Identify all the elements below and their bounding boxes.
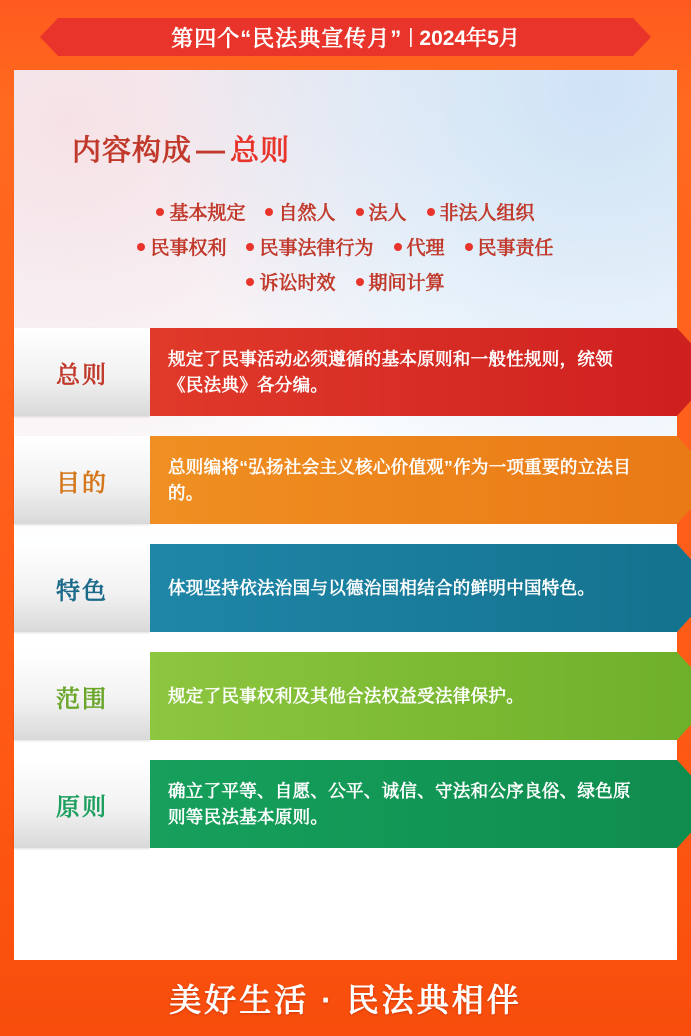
footer [0, 960, 691, 1036]
keyword-row [14, 268, 677, 295]
arrow-bar-label-box [14, 436, 150, 524]
header-date: 2024年5月 [419, 27, 520, 50]
keyword-item [246, 233, 373, 260]
keyword-label: 民事法律行为 [259, 238, 374, 259]
arrow-bar-label: 总则 [56, 361, 108, 389]
keyword-item [427, 198, 535, 225]
bullet-dot-icon [465, 243, 473, 251]
keyword-item [394, 233, 445, 260]
keyword-label: 诉讼时效 [259, 273, 336, 294]
bullet-dot-icon [137, 243, 145, 251]
bullet-dot-icon [356, 278, 364, 286]
keyword-item [265, 198, 335, 225]
arrow-bar-body [150, 760, 677, 848]
header-band [58, 18, 633, 56]
bullet-dot-icon [356, 208, 364, 216]
page-title-accent: 总则 [230, 135, 291, 167]
keyword-label: 非法人组织 [439, 203, 535, 224]
arrow-bar-label: 范围 [56, 685, 108, 713]
footer-slogan: 美好生活 · 民法典相伴 [169, 982, 522, 1018]
keyword-label: 基本规定 [169, 203, 246, 224]
arrow-bar-label: 特色 [56, 577, 108, 605]
arrow-bar-label: 原则 [56, 793, 108, 821]
arrow-bar-text: 体现坚持依法治国与以德治国相结合的鲜明中国特色。 [168, 577, 596, 598]
page-title-dash: — [196, 135, 227, 167]
keyword-label: 法人 [368, 203, 407, 224]
arrow-bar-text: 规定了民事权利及其他合法权益受法律保护。 [168, 685, 524, 706]
arrow-bar-yuanze [14, 760, 677, 848]
keyword-item [246, 268, 335, 295]
arrow-bar-text: 确立了平等、自愿、公平、诚信、守法和公序良俗、绿色原则等民法基本原则。 [168, 780, 631, 827]
arrow-bar-label-box [14, 544, 150, 632]
keyword-label: 民事权利 [150, 238, 227, 259]
arrow-bar-text: 总则编将“弘扬社会主义核心价值观”作为一项重要的立法目的。 [168, 456, 632, 503]
arrow-bar-list [14, 328, 677, 868]
bullet-dot-icon [246, 278, 254, 286]
header-title: 第四个“民法典宣传月” [171, 25, 403, 51]
keyword-row [14, 233, 677, 260]
page-title-prefix: 内容构成 [72, 135, 193, 167]
bullet-dot-icon [394, 243, 402, 251]
content-panel [14, 70, 677, 960]
arrow-bar-body [150, 652, 677, 740]
bullet-dot-icon [156, 208, 164, 216]
arrow-bar-label: 目的 [56, 469, 108, 497]
header-banner [0, 0, 691, 70]
arrow-bar-fanwei [14, 652, 677, 740]
arrow-bar-label-box [14, 328, 150, 416]
keyword-row [14, 198, 677, 225]
keyword-item [356, 268, 445, 295]
keyword-label: 自然人 [278, 203, 336, 224]
keyword-label: 民事责任 [477, 238, 554, 259]
header-separator: | [408, 25, 414, 48]
arrow-bar-mudi [14, 436, 677, 524]
arrow-bar-tese [14, 544, 677, 632]
keyword-item [137, 233, 226, 260]
keyword-label: 期间计算 [368, 273, 445, 294]
keyword-list [14, 198, 677, 303]
keyword-item [356, 198, 407, 225]
bullet-dot-icon [246, 243, 254, 251]
keyword-item [465, 233, 554, 260]
page-title [72, 128, 290, 169]
arrow-bar-body [150, 436, 677, 524]
bullet-dot-icon [427, 208, 435, 216]
arrow-bar-label-box [14, 760, 150, 848]
arrow-bar-body [150, 328, 677, 416]
arrow-bar-zongze [14, 328, 677, 416]
arrow-bar-body [150, 544, 677, 632]
keyword-label: 代理 [406, 238, 445, 259]
keyword-item [156, 198, 245, 225]
arrow-bar-text: 规定了民事活动必须遵循的基本原则和一般性规则，统领《民法典》各分编。 [168, 348, 613, 395]
bullet-dot-icon [265, 208, 273, 216]
arrow-bar-label-box [14, 652, 150, 740]
